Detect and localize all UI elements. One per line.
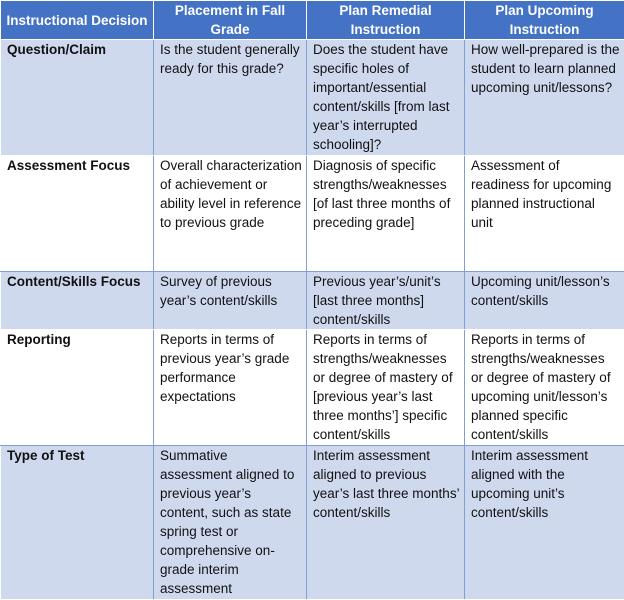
row-label: Assessment Focus [1, 156, 154, 272]
table-cell: Reports in terms of strengths/weaknesses or degree of mastery of upcoming unit/lesson’s planned specific content/skills [465, 330, 624, 446]
table-cell: Reports in terms of strengths/weaknesses or degree of mastery of [previous year’s last three months’] specific content/skills [307, 330, 465, 446]
table-cell: Does the student have specific holes of important/essential content/skills [from last year’s interrupted schooling]? [307, 40, 465, 156]
table-row-reporting [1, 330, 624, 446]
row-label: Type of Test [1, 446, 154, 600]
table-cell: Assessment of readiness for upcoming planned instructional unit [465, 156, 624, 272]
table-row-question-claim [1, 40, 624, 156]
table-cell: Summative assessment aligned to previous year’s content, such as state spring test or comprehensive on-grade interim assessment [154, 446, 307, 600]
table-row-type-of-test [1, 446, 624, 600]
table-cell: Interim assessment aligned to previous year’s last three months’ content/skills [307, 446, 465, 600]
table-cell: How well-prepared is the student to learn planned upcoming unit/lessons? [465, 40, 624, 156]
header-plan-remedial-instruction: Plan Remedial Instruction [307, 1, 465, 40]
table-cell: Previous year’s/unit’s [last three months] content/skills [307, 272, 465, 330]
row-label: Reporting [1, 330, 154, 446]
header-plan-upcoming-instruction: Plan Upcoming Instruction [465, 1, 624, 40]
row-label: Content/Skills Focus [1, 272, 154, 330]
table-cell: Diagnosis of specific strengths/weaknesses [of last three months of preceding grade] [307, 156, 465, 272]
table-row-content-skills-focus [1, 272, 624, 330]
table-row-assessment-focus [1, 156, 624, 272]
table-cell: Survey of previous year’s content/skills [154, 272, 307, 330]
table-cell: Interim assessment aligned with the upcoming unit’s content/skills [465, 446, 624, 600]
header-row [1, 1, 624, 40]
row-label: Question/Claim [1, 40, 154, 156]
header-placement-in-fall-grade: Placement in Fall Grade [154, 1, 307, 40]
table-cell: Overall characterization of achievement or ability level in reference to previous grade [154, 156, 307, 272]
table-cell: Upcoming unit/lesson’s content/skills [465, 272, 624, 330]
header-instructional-decision: Instructional Decision [1, 1, 154, 40]
table-cell: Reports in terms of previous year’s grade performance expectations [154, 330, 307, 446]
table-cell: Is the student generally ready for this grade? [154, 40, 307, 156]
